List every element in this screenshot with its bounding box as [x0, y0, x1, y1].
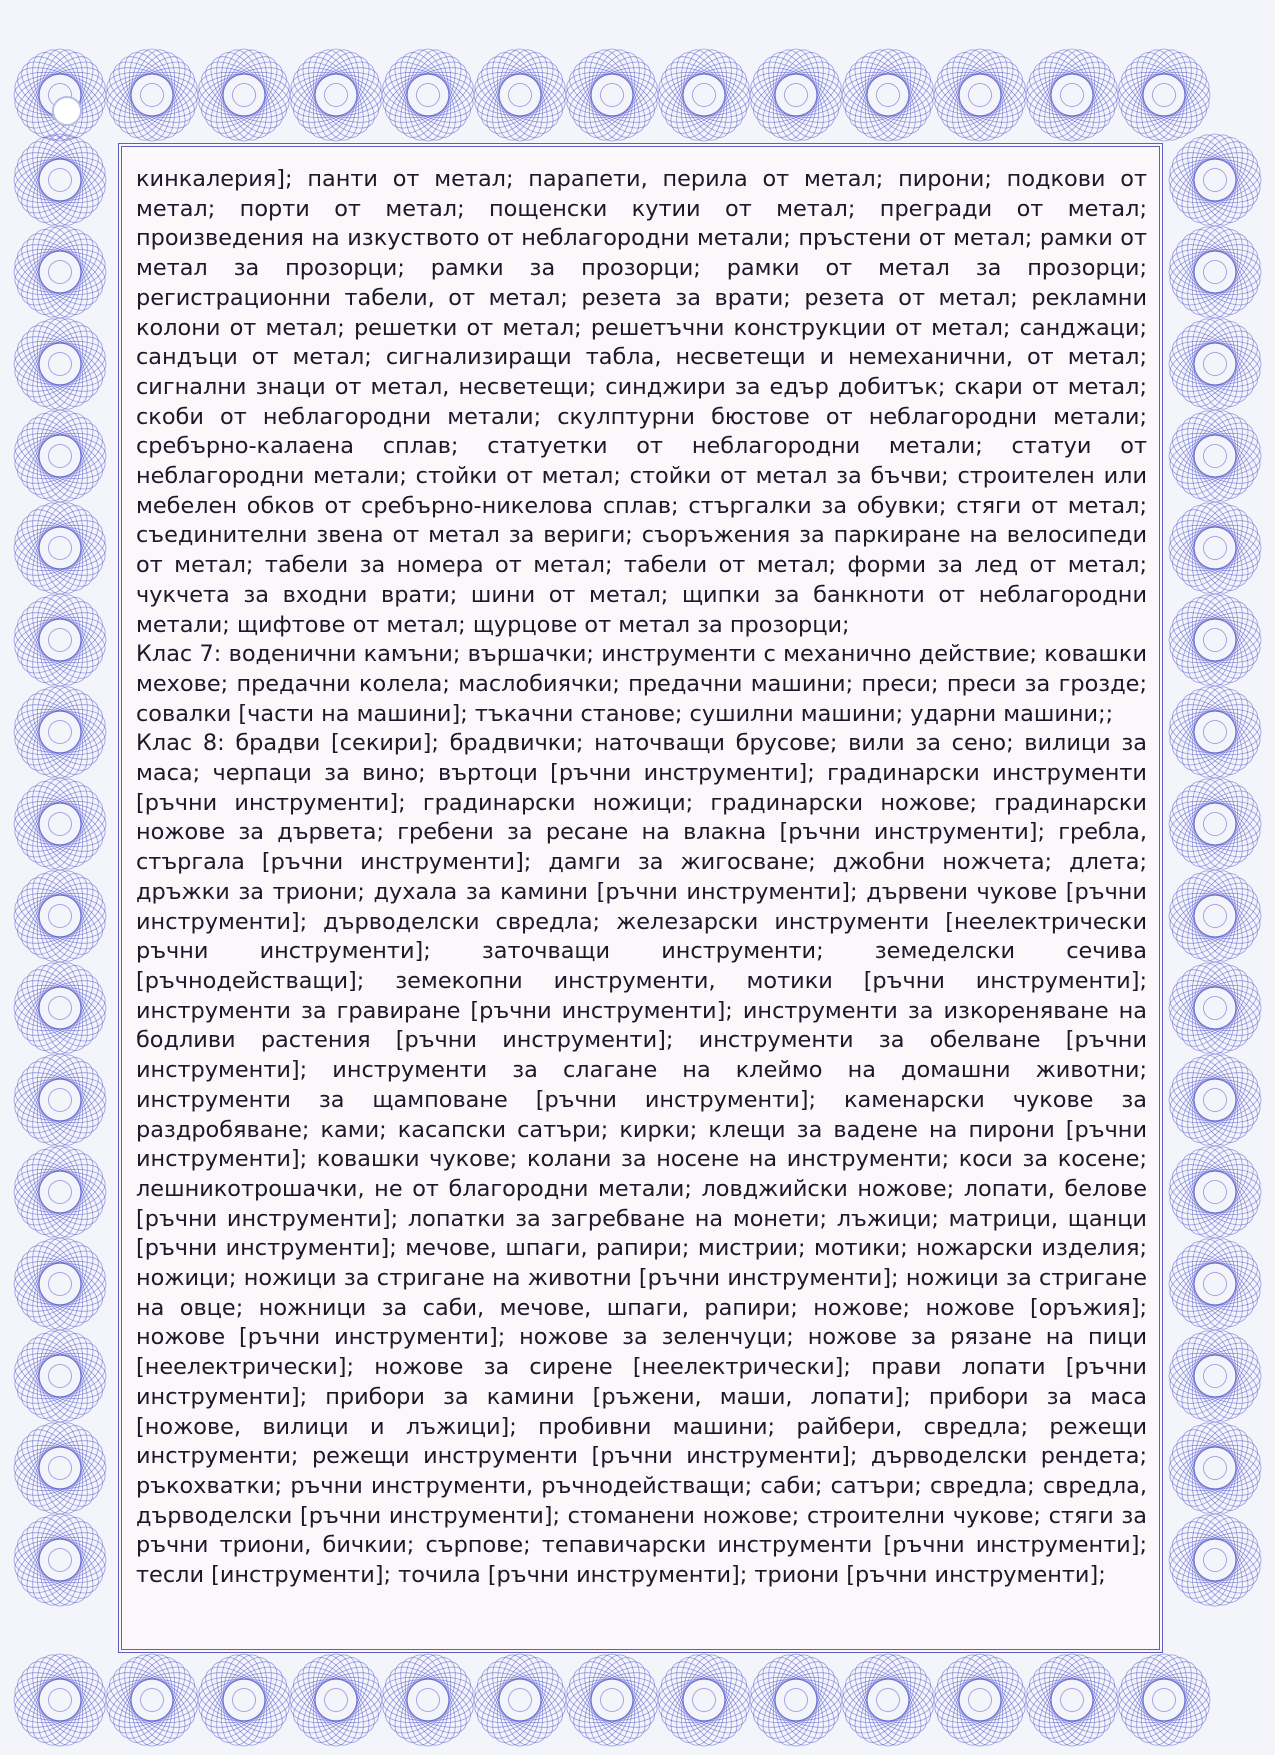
- guilloche-rosette: [1165, 1142, 1266, 1243]
- guilloche-rosette: [1022, 1650, 1123, 1751]
- guilloche-rosette: [378, 45, 479, 146]
- guilloche-rosette: [654, 1650, 755, 1751]
- guilloche-rosette: [1165, 1326, 1266, 1427]
- guilloche-rosette: [10, 498, 111, 599]
- guilloche-rosette: [378, 1650, 479, 1751]
- punch-hole: [52, 96, 82, 126]
- guilloche-rosette: [1022, 45, 1123, 146]
- guilloche-rosette: [1165, 406, 1266, 507]
- guilloche-rosette: [194, 1650, 295, 1751]
- guilloche-rosette: [1165, 130, 1266, 231]
- guilloche-rosette: [470, 1650, 571, 1751]
- guilloche-rosette: [10, 866, 111, 967]
- guilloche-rosette: [1165, 498, 1266, 599]
- guilloche-rosette: [1165, 1050, 1266, 1151]
- paragraph-class-8: Клас 8: брадви [секири]; брадвички; наточващи брусове; вили за сено; вилици за маса; черпаци за вино; въртоци [ръчни инструменти]; градинарски инструменти [ръчни инструменти]; градинарски ножици; градинарски ножове; градинарски ножове за дървета; гребени за ресане на влакна [ръчни инструменти]; гребла, стъргала [ръчни инструменти]; дамги за жигосване; джобни ножчета; длета; дръжки за триони; духала за камини [ръчни инструменти]; дървени чукове [ръчни инструменти]; дърводелски свредла; железарски инструменти [неелектрически ръчни инструменти]; заточващи инструменти; земеделски сечива [ръчнодействащи]; земекопни инструменти, мотики [ръчни инструменти]; инструменти за гравиране [ръчни инструменти]; инструменти за изкореняване на бодливи растения [ръчни инструменти]; инструменти за обелване [ръчни инструменти]; инструменти за слагане на клеймо на домашни животни; инструменти за щамповане [ръчни инструменти]; каменарски чукове за раздробяване; ками; касапски сатъри; кирки; клещи за вадене на пирони [ръчни инструменти]; ковашки чукове; колани за носене на инструменти; коси за косене; лешникотрошачки, не от благородни метали; ловджийски ножове; лопати, белове [ръчни инструменти]; лопатки за загребване на монети; лъжици; матрици, щанци [ръчни инструменти]; мечове, шпаги, рапири; мистрии; мотики; ножарски изделия; ножици; ножици за стригане на животни [ръчни инструменти]; ножици за стригане на овце; ножници за саби, мечове, шпаги, рапири; ножове; ножове [оръжия]; ножове [ръчни инструменти]; ножове за зеленчуци; ножове за рязане на пици [неелектрически]; ножове за сирене [неелектрически]; прави лопати [ръчни инструменти]; прибори за камини [ръжени, маши, лопати]; прибори за маса [ножове, вилици и лъжици]; пробивни машини; райбери, свредла; режещи инструменти; режещи инструменти [ръчни инструменти]; дърводелски рендета; ръкохватки; ръчни инструменти, ръчнодействащи; саби; сатъри; свредла; свредла, дърводелски [ръчни инструменти]; стоманени ножове; строителни чукове; стяги за ръчни триони, бичкии; сърпове; тепавичарски инструменти [ръчни инструменти]; тесли [инструменти]; точила [ръчни инструменти]; триони [ръчни инструменти];: [136, 730, 1147, 1589]
- guilloche-rosette: [1165, 1418, 1266, 1519]
- guilloche-rosette: [562, 45, 663, 146]
- guilloche-rosette: [1165, 314, 1266, 415]
- guilloche-rosette: [654, 45, 755, 146]
- guilloche-rosette: [838, 1650, 939, 1751]
- guilloche-rosette: [10, 1326, 111, 1427]
- guilloche-rosette: [102, 1650, 203, 1751]
- guilloche-rosette: [1165, 682, 1266, 783]
- guilloche-rosette: [10, 130, 111, 231]
- guilloche-rosette: [10, 682, 111, 783]
- guilloche-rosette: [1114, 1650, 1215, 1751]
- guilloche-rosette: [1165, 958, 1266, 1059]
- paragraph-class-7: Клас 7: воденични камъни; вършачки; инструменти с механично действие; ковашки мехове; предачни колела; маслобиячки; предачни машини; преси; преси за грозде; совалки [части на машини]; тъкачни станове; сушилни машини; ударни машини;;: [136, 641, 1147, 727]
- guilloche-rosette: [562, 1650, 663, 1751]
- document-text-panel: [118, 143, 1163, 1653]
- guilloche-rosette: [10, 590, 111, 691]
- guilloche-rosette: [286, 1650, 387, 1751]
- document-body: [136, 165, 1147, 1591]
- guilloche-rosette: [1165, 590, 1266, 691]
- guilloche-rosette: [930, 45, 1031, 146]
- guilloche-rosette: [1165, 774, 1266, 875]
- guilloche-rosette: [286, 45, 387, 146]
- guilloche-rosette: [10, 1234, 111, 1335]
- guilloche-rosette: [1114, 45, 1215, 146]
- guilloche-rosette: [10, 1142, 111, 1243]
- guilloche-rosette: [838, 45, 939, 146]
- guilloche-rosette: [10, 1510, 111, 1611]
- guilloche-rosette: [10, 1650, 111, 1751]
- guilloche-rosette: [1165, 1234, 1266, 1335]
- guilloche-rosette: [10, 1050, 111, 1151]
- guilloche-rosette: [10, 222, 111, 323]
- guilloche-rosette: [10, 314, 111, 415]
- guilloche-rosette: [10, 1418, 111, 1519]
- guilloche-rosette: [10, 958, 111, 1059]
- guilloche-rosette: [1165, 1510, 1266, 1611]
- guilloche-rosette: [746, 1650, 847, 1751]
- guilloche-rosette: [10, 406, 111, 507]
- guilloche-rosette: [930, 1650, 1031, 1751]
- guilloche-rosette: [470, 45, 571, 146]
- guilloche-rosette: [10, 774, 111, 875]
- guilloche-rosette: [102, 45, 203, 146]
- guilloche-rosette: [10, 45, 111, 146]
- guilloche-rosette: [1165, 866, 1266, 967]
- paragraph-class-6-continuation: кинкалерия]; панти от метал; парапети, перила от метал; пирони; подкови от метал; порти от метал; пощенски кутии от метал; прегради от метал; произведения на изкуството от неблагородни метали; пръстени от метал; рамки от метал за прозорци; рамки за прозорци; рамки от метал за прозорци; регистрационни табели, от метал; резета за врати; резета от метал; рекламни колони от метал; решетки от метал; решетъчни конструкции от метал; санджаци; сандъци от метал; сигнализиращи табла, несветещи и немеханични, от метал; сигнални знаци от метал, несветещи; синджири за едър добитък; скари от метал; скоби от неблагородни метали; скулптурни бюстове от неблагородни метали; сребърно-калаена сплав; статуетки от неблагородни метали; статуи от неблагородни метали; стойки от метал; стойки от метал за бъчви; строителен или мебелен обков от сребърно-никелова сплав; стъргалки за обувки; стяги от метал; съединителни звена от метал за вериги; съоръжения за паркиране на велосипеди от метал; табели за номера от метал; табели от метал; форми за лед от метал; чукчета за входни врати; шини от метал; щипки за банкноти от неблагородни метали; щифтове от метал; щурцове от метал за прозорци;: [136, 166, 1147, 638]
- guilloche-rosette: [1165, 222, 1266, 323]
- guilloche-rosette: [194, 45, 295, 146]
- guilloche-rosette: [746, 45, 847, 146]
